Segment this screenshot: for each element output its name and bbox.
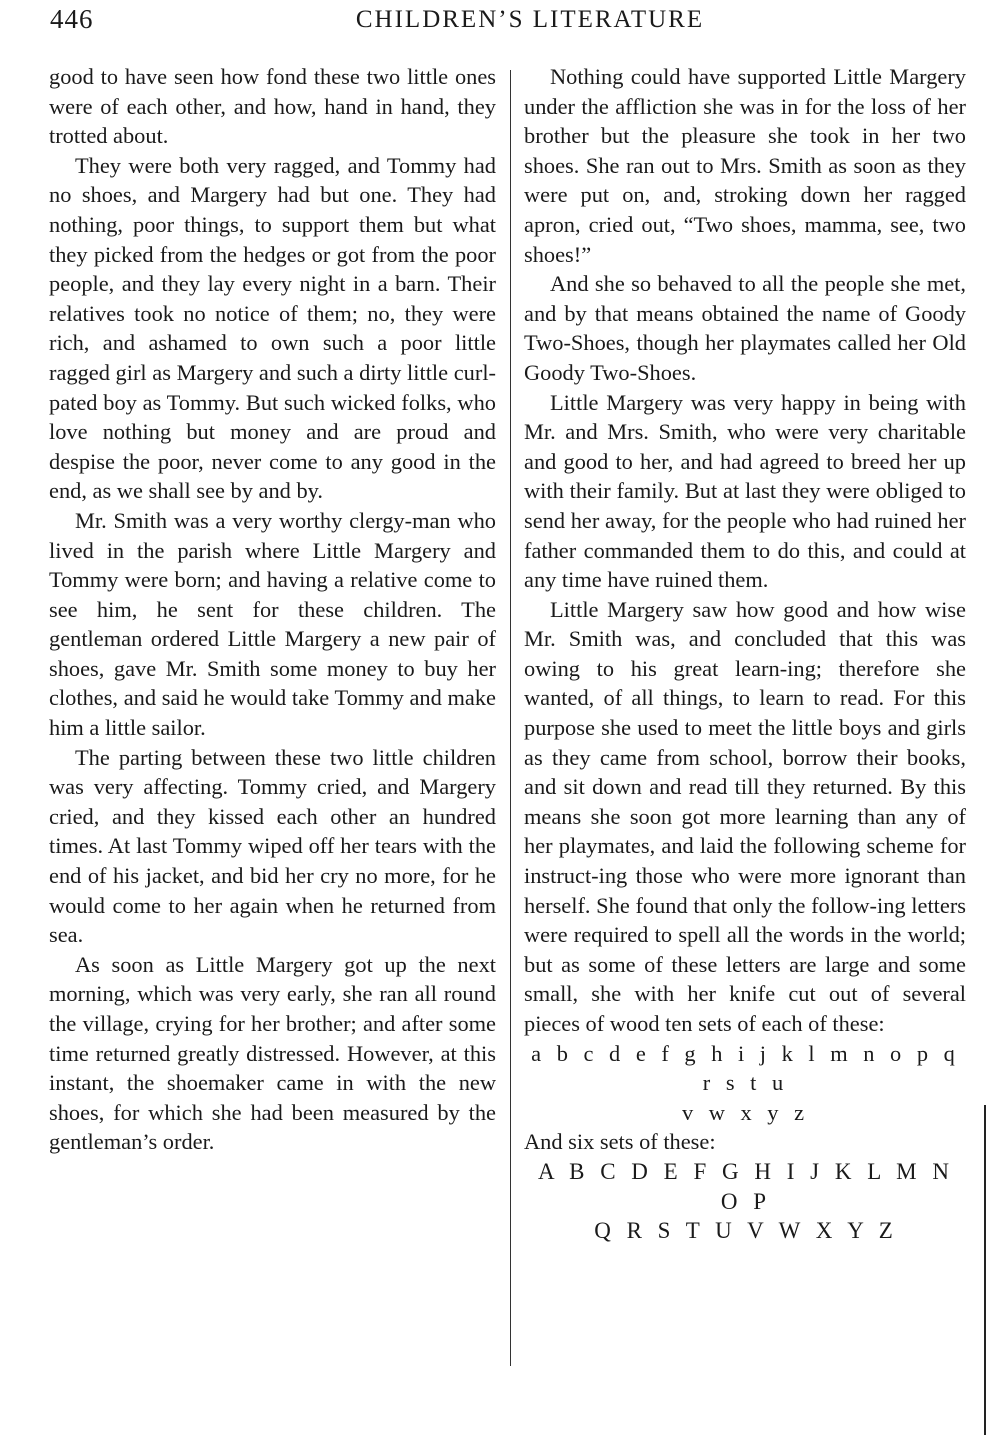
paragraph: They were both very ragged, and Tommy had no shoes, and Margery had but one. They had nothing, poor things, to support them but what they picked from the hedges or got from the poor people, and they lay every night in a barn. Their relatives took no notice of them; no, they were rich, and ashamed to own such a poor little ragged girl as Margery and such a dirty little curl-pated boy as Tommy. But such wicked folks, who love nothing but money and are proud and despise the poor, never come to any good in the end, as we shall see by and by. [49, 152, 496, 504]
paragraph: good to have seen how fond these two little ones were of each other, and how, hand in hand, they trotted about. [49, 64, 496, 149]
paragraph: Mr. Smith was a very worthy clergy-man who lived in the parish where Little Margery and Tommy were born; and having a relative come to see him, he sent for these children. The gentleman ordered Little Margery a new pair of shoes, gave Mr. Smith some money to buy her clothes, and said he would take Tommy and make him a little sailor. [49, 507, 496, 741]
paragraph: Little Margery was very happy in being with Mr. and Mrs. Smith, who were very charitable and good to her, and had agreed to breed her up with their family. But at last they were obliged to send her away, for the people who had ruined her father commanded them to do this, and could at any time have ruined them. [524, 389, 966, 593]
page-edge-mark [984, 1105, 986, 1435]
paragraph: As soon as Little Margery got up the next morning, which was very early, she ran all round the village, crying for her brother; and after some time returned greatly distressed. However, at this instant, the shoemaker came in with the new shoes, for which she had been measured by the gentleman’s order. [49, 951, 496, 1155]
running-title: CHILDREN’S LITERATURE [355, 6, 705, 33]
paragraph: And she so behaved to all the people she met, and by that means obtained the name of Goody Two-Shoes, though her playmates called her Old Goody Two-Shoes. [524, 271, 966, 385]
page-header [50, 4, 970, 40]
paragraph: The parting between these two little children was very affecting. Tommy cried, and Margery cried, and they kissed each other an hundred times. At last Tommy wiped off her tears with the end of his jacket, and bid her cry no more, for he would come to her again when he returned from sea. [49, 744, 496, 948]
page-number: 446 [50, 4, 94, 34]
paragraph: Nothing could have supported Little Margery under the affliction she was in for the loss of her brother but the pleasure she took in her two shoes. She ran out to Mrs. Smith as soon as they were put on, and, stroking down her ragged apron, cried out, “Two shoes, mamma, see, two shoes!” [524, 64, 966, 267]
column-divider [510, 70, 511, 1366]
paragraph: Little Margery saw how good and how wise Mr. Smith was, and concluded that this was owing to his great learn-ing; therefore she wanted, of all things, to learn to read. For this purpose she used to meet the little boys and girls as they came from school, borrow their books, and sit down and read till they returned. By this means she soon got more learning than any of her playmates, and laid the following scheme for instruct-ing those who were more ignorant than herself. She found that only the follow-ing letters were required to spell all the words in the world; but as some of these letters are large and some small, she with her knife cut out of several pieces of wood ten sets of each of these: [524, 596, 966, 1036]
lowercase-alphabet-line-1: a b c d e f g h i j k l m n o p q r s t u [531, 1040, 959, 1096]
six-sets-line: And six sets of these: [524, 1129, 716, 1155]
right-column [524, 62, 966, 1246]
left-column [49, 62, 496, 1157]
uppercase-alphabet-line-1: A B C D E F G H I J K L M N O P [538, 1158, 952, 1214]
uppercase-alphabet-line-2: Q R S T U V W X Y Z [594, 1218, 896, 1244]
lowercase-alphabet-line-2: v w x y z [681, 1099, 809, 1125]
